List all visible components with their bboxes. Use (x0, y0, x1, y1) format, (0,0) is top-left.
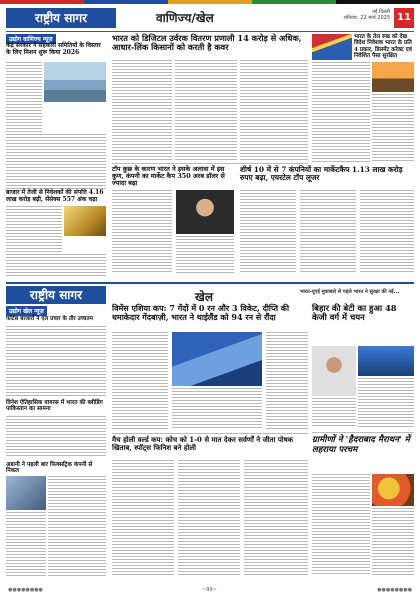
body-text (112, 190, 172, 274)
right-headline: भारत के तेल रुख को देख विदेश निवेशक भारत के प्रति 4 प्रकार, डिसमेंट करेक्ट एवं निवेशित पैसा सुरक्षित (354, 34, 412, 59)
sports-left-label: उद्योग खेल न्यूज़ (6, 306, 47, 316)
body-text (112, 460, 174, 576)
body-text (312, 398, 356, 428)
page-number: 11 (394, 8, 414, 28)
shield-photo (358, 346, 414, 376)
left-story1-headline: केंद्र सरकार ने सहकारी समितियों के विस्तार के लिए मिशन शुरू किया 2026 (6, 42, 101, 56)
story-photo (6, 476, 46, 510)
body-text (112, 332, 168, 430)
body-text (300, 190, 356, 274)
divider (6, 31, 414, 32)
left-story2-headline: बाजार में तेजी से निवेशकों की संपत्ति 4.16 लाख करोड़ बढ़ी, सेंसेक्स 557 अंक चढ़ा (6, 189, 104, 203)
body-text (176, 236, 234, 274)
body-text (172, 388, 262, 430)
body-text (175, 60, 237, 160)
body-text (48, 476, 106, 576)
body-text (6, 134, 106, 186)
sports-bottom-right-headline: ग्रामीणों ने 'हैदराबाद मैराथन' में लहराया परचम (312, 435, 410, 455)
sports-bottom-headline: मैच होली वर्ल्ड कप: कोच को 1-0 से मात देकर सर्वर्णों ने जीता पोषक खिताब, स्पॉट्स फिनिश बने होली (112, 435, 294, 452)
divider (112, 433, 308, 434)
boat-photo (44, 62, 106, 102)
cricket-team-photo (172, 332, 262, 386)
sports-brand-title: राष्ट्रीय सागर (6, 286, 106, 304)
sports-lead-headline: विमेंस एशिया कप: 7 गेंदों में 0 रन और 3 विकेट, दीप्ति की धमाकेदार गेंदबाज़ी, भारत ने थाईलैंड को 94 रन से रौंदा (112, 303, 290, 322)
body-text (6, 254, 106, 276)
body-text (6, 206, 62, 252)
body-text (6, 62, 42, 132)
footer-center: ~99~ (202, 587, 217, 593)
body-text (244, 460, 308, 576)
body-text (266, 332, 308, 430)
mid-headline: टॉप कुछ के कारण भारत ने इसके अलावा में इस कुण, कंपनी का मार्केट कैप 350 अरब डॉलर से ज्यादा बढ़ा (112, 165, 225, 188)
sports-left-story2-headline: विनेश ऐतिहासिक वायरस में भारत की ब्लीडिंग पाकिस्तान का सामना (6, 400, 103, 413)
body-text (6, 416, 106, 458)
footer (0, 586, 420, 594)
ceo-photo (176, 190, 234, 234)
masthead (6, 8, 414, 30)
body-text (358, 378, 414, 428)
section-title: वाणिज्य/खेल (156, 11, 214, 25)
body-text (240, 190, 296, 274)
body-text (372, 94, 414, 162)
registration-color-strip (0, 0, 420, 4)
divider (312, 432, 414, 433)
sports-right-headline: बिहार की बेटी का हुआ 48 केजी वर्ग में चयन (312, 303, 397, 323)
body-text (360, 190, 414, 274)
coins-photo (64, 206, 106, 236)
body-text (6, 512, 46, 576)
body-text (312, 62, 370, 162)
body-text (112, 60, 172, 160)
body-text (240, 60, 308, 160)
body-text (6, 326, 106, 396)
divider (112, 163, 308, 164)
section-divider (6, 282, 414, 284)
sports-top-right-label: भारत-यूएई मुकाबले से पहले भारत ने सुरक्षा की नई... (300, 289, 400, 295)
lead-headline: भारत को डिजिटल उर्वरक वितरण प्रणाली 14 करोड़ से अधिक, आधार-लिंक किसानों को करती है कवर (112, 33, 302, 53)
body-text (312, 474, 370, 576)
sports-section-title: खेल (195, 290, 213, 304)
footer-registration-left: ●●●●●●●● (8, 587, 43, 593)
body-text (178, 460, 240, 576)
sports-left-story3-headline: अडानी ने पहली बार फिक्सट्रिक कंपनी से निकल (6, 462, 93, 475)
dateline: नई दिल्ली शनिवार, 22 मार्च 2025 (343, 9, 390, 21)
left-column-label: उद्योग वाणिज्य न्यूज़ (6, 34, 56, 44)
athlete-photo (312, 346, 356, 396)
brand-title: राष्ट्रीय सागर (6, 8, 116, 28)
body-text (372, 508, 414, 576)
mcap-headline: शीर्ष 10 में से 7 कंपनियों का मार्केटकैप 1.13 लाख करोड़ रुपए बढ़ा, एयरटेल टॉप लूजर (240, 165, 403, 183)
sports-left-story1-headline: फोर्टस बाजारों ने एल प्रचार के तौर उच्चतम (6, 316, 93, 322)
oil-rig-photo (372, 62, 414, 92)
marathon-photo (372, 474, 414, 506)
footer-registration-right: ●●●●●●●● (377, 587, 412, 593)
